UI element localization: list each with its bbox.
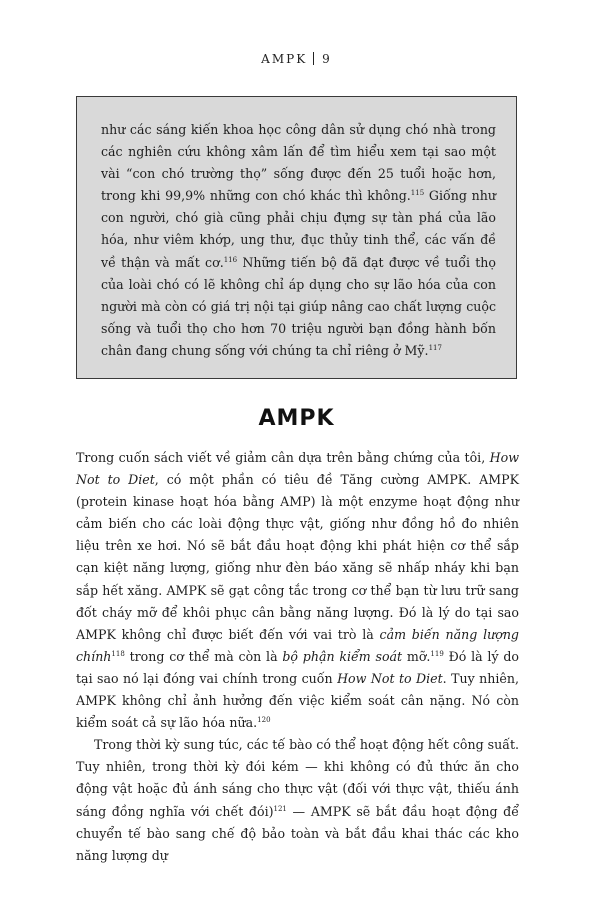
text-run: , có một phần có tiêu đề Tăng cường AMPK. AMPK (protein kinase hoạt hóa bằng AMP) là một enzyme hoạt động như cảm biến cho các loài động thực vật, giống như đồng hồ đo nhiên liệu trên xe hơi. Nó sẽ bắt đầu hoạt động khi phát hiện cơ thể sắp cạn kiệt năng lượng, giống như đèn báo xăng sẽ nhấp nháy khi bạn sắp hết xăng. AMPK sẽ gạt công tắc trong cơ thể bạn từ lưu trữ sang đốt cháy mỡ để khôi phục cân bằng năng lượng. Đó là lý do tại sao AMPK không chỉ được biết đến với vai trò là bbox=[76, 472, 519, 642]
emphasis: cảm biến năng lượng chính bbox=[76, 626, 519, 664]
paragraph bbox=[76, 734, 519, 867]
text-run: Trong thời kỳ sung túc, các tế bào có thể hoạt động hết công suất. Tuy nhiên, trong thời kỳ đói kém — khi không có đủ thức ăn cho động vật hoặc đủ ánh sáng cho thực vật (đối với thực vật, thiếu ánh sáng đồng nghĩa với chết đói) bbox=[76, 737, 520, 819]
emphasis: bộ phận kiểm soát bbox=[282, 648, 403, 664]
book-title: How Not to Diet bbox=[337, 670, 443, 686]
box-text: Những tiến bộ đã đạt được về tuổi thọ của loài chó có lẽ không chỉ áp dụng cho sự lão hóa của con người mà còn có giá trị nội tại giúp nâng cao chất lượng cuộc sống và tuổi thọ cho hơn 70 triệu người bạn đồng hành bốn chân đang chung sống với chúng ta chỉ riêng ở Mỹ. bbox=[101, 254, 496, 358]
box-paragraph bbox=[101, 119, 496, 362]
book-title: How Not to Diet bbox=[76, 450, 519, 488]
footnote-ref: 116 bbox=[223, 255, 238, 264]
text-run: . Tuy nhiên, AMPK không chỉ ảnh hưởng đến việc kiểm soát cân nặng. Nó còn kiểm soát cả sự lão hóa nữa. bbox=[76, 670, 519, 731]
text-run: Đó là lý do tại sao nó lại đóng vai chính trong cuốn bbox=[76, 648, 519, 686]
body-text bbox=[76, 447, 519, 867]
footnote-ref: 118 bbox=[111, 649, 125, 658]
page-number: 9 bbox=[322, 52, 332, 66]
footnote-ref: 119 bbox=[430, 649, 444, 658]
box-text: Giống như con người, chó già cũng phải chịu đựng sự tàn phá của lão hóa, như viêm khớp, ung thư, đục thủy tinh thể, các vấn đề về thận và mất cơ. bbox=[101, 188, 496, 270]
footnote-ref: 120 bbox=[257, 716, 271, 725]
text-run: — AMPK sẽ bắt đầu hoạt động để chuyển tế bào sang chế độ bảo toàn và bắt đầu khai thác các kho năng lượng dự bbox=[76, 803, 519, 863]
running-header bbox=[0, 52, 593, 66]
footnote-ref: 115 bbox=[410, 189, 425, 198]
footnote-ref: 121 bbox=[273, 804, 287, 813]
box-text: như các sáng kiến khoa học công dân sử dụng chó nhà trong các nghiên cứu không xâm lấn để tìm hiểu xem tại sao một vài “con chó trường thọ” sống được đến 25 tuổi hoặc hơn, trong khi 99,9% những con chó khác thì không. bbox=[101, 122, 496, 204]
header-title: AMPK bbox=[261, 52, 308, 66]
text-run: mỡ. bbox=[402, 648, 431, 664]
text-run: Trong cuốn sách viết về giảm cân dựa trên bằng chứng của tôi, bbox=[76, 450, 490, 465]
footnote-ref: 117 bbox=[428, 343, 442, 352]
section-title: AMPK bbox=[258, 406, 335, 431]
header-divider bbox=[313, 52, 314, 65]
paragraph bbox=[76, 447, 519, 734]
sidebar-box bbox=[76, 96, 517, 379]
text-run: trong cơ thể mà còn là bbox=[124, 648, 283, 664]
